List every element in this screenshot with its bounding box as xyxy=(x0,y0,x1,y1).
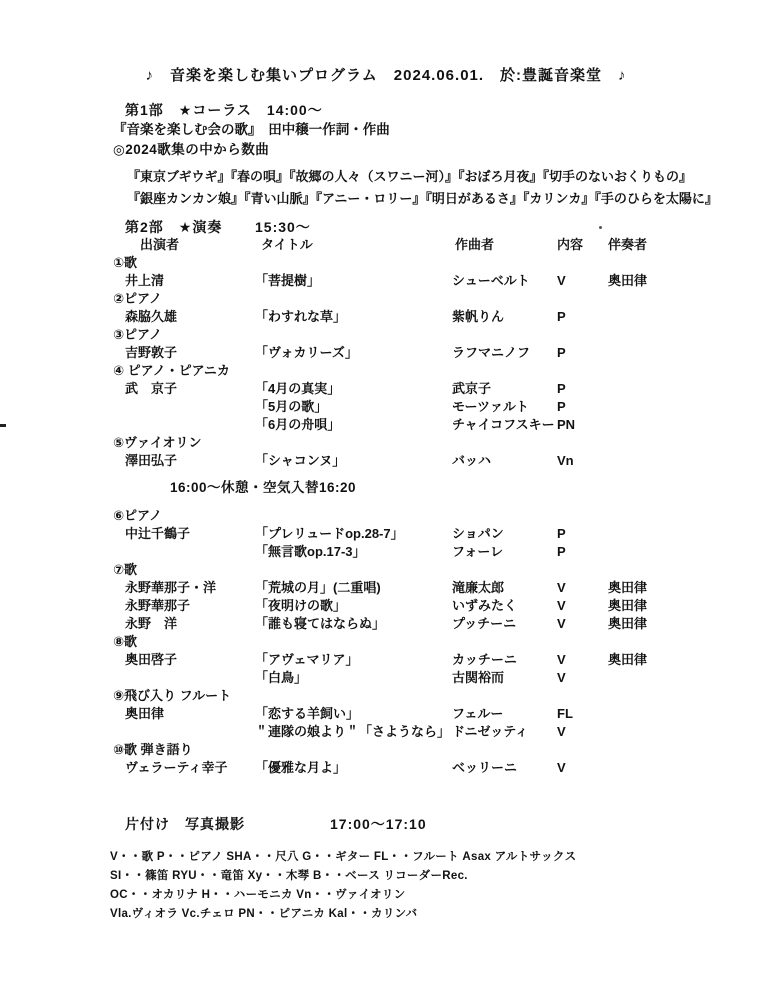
row-performer: 永野 洋 xyxy=(125,616,178,631)
row-composer: フェルー xyxy=(452,706,504,721)
row-content: V xyxy=(557,616,566,631)
row-performer: 森脇久雄 xyxy=(125,309,178,324)
program-row xyxy=(113,452,764,470)
row-content: V xyxy=(557,273,566,288)
program-row xyxy=(113,272,764,290)
row-performer: 井上清 xyxy=(125,273,165,288)
program-group-label: ①歌 xyxy=(113,255,138,270)
row-accompanist xyxy=(608,398,764,416)
row-accompanist xyxy=(608,452,764,470)
row-content: P xyxy=(557,381,566,396)
row-composer: 紫帆りん xyxy=(452,309,505,324)
row-performer: ヴェラーティ幸子 xyxy=(125,760,228,775)
cleanup-time: 17:00～17:10 xyxy=(330,816,427,832)
row-title: 「菩提樹」 xyxy=(255,273,321,288)
row-title: 「恋する羊飼い」 xyxy=(255,706,360,721)
row-accompanist: 奥田律 xyxy=(608,652,648,667)
cleanup-line xyxy=(125,814,427,834)
program-column-headers xyxy=(113,236,764,254)
row-performer: 永野華那子・洋 xyxy=(125,580,217,595)
program-row xyxy=(113,416,764,434)
row-content: V xyxy=(557,760,566,775)
row-accompanist xyxy=(608,759,764,777)
row-composer: チャイコフスキー xyxy=(452,417,555,432)
row-title: ＂連隊の娘より＂「さようなら」 xyxy=(255,724,451,739)
legend-line-1: V・・歌 P・・ピアノ SHA・・尺八 G・・ギター FL・・フルート Asax アルトサックス xyxy=(110,851,577,863)
abbreviation-legend xyxy=(110,848,762,924)
row-composer: ドニゼッティ xyxy=(452,724,529,739)
row-accompanist xyxy=(608,525,764,543)
program-row xyxy=(113,759,764,777)
column-header-composer: 作曲者 xyxy=(455,237,495,252)
legend-line-3: OC・・オカリナ H・・ハーモニカ Vn・・ヴァイオリン xyxy=(110,889,406,901)
chorus-songs-line-2: 『銀座カンカン娘』『青い山脈』『アニー・ロリー』『明日があるさ』『カリンカ』『手のひらを太陽に』 xyxy=(127,191,718,206)
row-content: P xyxy=(557,345,566,360)
program-group-label: ④ ピアノ・ピアニカ xyxy=(113,363,230,378)
row-accompanist: 奥田律 xyxy=(608,273,648,288)
row-composer: ベッリーニ xyxy=(452,760,518,775)
program-rows xyxy=(113,254,764,777)
program-group-label: ⑥ピアノ xyxy=(113,508,162,523)
row-accompanist xyxy=(608,705,764,723)
program-row xyxy=(113,344,764,362)
row-title: 「誰も寝てはならぬ」 xyxy=(255,616,386,631)
part1-note: ◎2024歌集の中から数曲 xyxy=(113,142,270,157)
row-accompanist xyxy=(608,669,764,687)
program-row xyxy=(113,597,764,615)
row-content: V xyxy=(557,598,566,613)
program-row xyxy=(113,669,764,687)
part2-section xyxy=(113,218,764,777)
column-header-performer: 出演者 xyxy=(140,237,180,252)
row-performer: 武 京子 xyxy=(125,381,178,396)
legend-line-4: Vla.ヴィオラ Vc.チェロ PN・・ピアニカ Kal・・カリンバ xyxy=(110,908,418,920)
row-performer: 永野華那子 xyxy=(125,598,191,613)
row-performer xyxy=(113,416,255,434)
program-row xyxy=(113,615,764,633)
row-accompanist xyxy=(608,380,764,398)
row-content: V xyxy=(557,580,566,595)
intermission-line: 16:00～休憩・空気入替16:20 xyxy=(170,480,357,495)
program-row xyxy=(113,723,764,741)
row-accompanist xyxy=(608,416,764,434)
row-title: 「プレリュードop.28-7」 xyxy=(255,526,404,541)
row-title: 「シャコンヌ」 xyxy=(255,453,346,468)
row-composer: ラフマニノフ xyxy=(452,345,531,360)
row-title: 「4月の真実」 xyxy=(255,381,341,396)
row-title: 「夜明けの歌」 xyxy=(255,598,347,613)
row-composer: 武京子 xyxy=(452,381,492,396)
row-title: 「5月の歌」 xyxy=(255,399,328,414)
row-performer xyxy=(113,723,255,741)
scan-artifact-dash xyxy=(0,424,6,427)
row-composer: 古関裕而 xyxy=(452,670,505,685)
row-composer: ショパン xyxy=(452,526,504,541)
row-accompanist: 奥田律 xyxy=(608,580,648,595)
row-title: 「無言歌op.17-3」 xyxy=(255,544,366,559)
program-group-label: ③ピアノ xyxy=(113,327,162,342)
program-group-label: ⑩歌 弾き語り xyxy=(113,742,193,757)
part2-heading-row xyxy=(113,218,764,236)
row-title: 「6月の舟唄」 xyxy=(255,417,341,432)
row-title: 「ヴォカリーズ」 xyxy=(255,345,358,360)
row-accompanist xyxy=(608,543,764,561)
row-composer: カッチーニ xyxy=(452,652,517,667)
row-performer xyxy=(113,543,255,561)
row-accompanist: 奥田律 xyxy=(608,616,648,631)
program-row xyxy=(113,579,764,597)
part1-heading: 第1部 ★コーラス 14:00～ xyxy=(125,102,323,118)
part2-start-time: 15:30～ xyxy=(255,219,311,235)
row-composer: 滝廉太郎 xyxy=(452,580,505,595)
row-content: FL xyxy=(557,706,573,721)
row-accompanist xyxy=(608,723,764,741)
program-row xyxy=(113,308,764,326)
legend-line-2: SI・・篠笛 RYU・・竜笛 Xy・・木琴 B・・ベース リコーダーRec. xyxy=(110,870,468,882)
row-content: Vn xyxy=(557,453,574,468)
row-content: V xyxy=(557,670,566,685)
program-row xyxy=(113,651,764,669)
row-title: 「優雅な月よ」 xyxy=(255,760,347,775)
row-performer: 澤田弘子 xyxy=(125,453,178,468)
row-performer: 奥田啓子 xyxy=(125,652,178,667)
row-composer: いずみたく xyxy=(452,598,518,613)
page-title: ♪ 音楽を楽しむ集いプログラム 2024.06.01. 於:豊誕音楽堂 ♪ xyxy=(145,67,627,84)
part1-song-credit: 『音楽を楽しむ会の歌』 田中穣一作詞・作曲 xyxy=(113,122,390,137)
program-group-label: ②ピアノ xyxy=(113,291,162,306)
row-content: PN xyxy=(557,417,576,432)
row-accompanist xyxy=(608,308,764,326)
program-row xyxy=(113,543,764,561)
part2-heading: 第2部 ★演奏 xyxy=(125,219,223,235)
row-content: P xyxy=(557,544,566,559)
program-group-label: ⑤ヴァイオリン xyxy=(113,435,202,450)
row-composer: シューベルト xyxy=(452,273,530,288)
row-performer: 中辻千鶴子 xyxy=(125,526,191,541)
row-performer xyxy=(113,398,255,416)
program-group-label: ⑧歌 xyxy=(113,634,138,649)
row-title: 「アヴェマリア」 xyxy=(255,652,359,667)
cleanup-label: 片付け 写真撮影 xyxy=(125,816,245,832)
row-content: P xyxy=(557,399,566,414)
row-title: 「荒城の月」(二重唱) xyxy=(255,580,381,595)
scan-artifact-dot xyxy=(599,226,602,229)
column-header-title: タイトル xyxy=(261,237,313,252)
row-content: P xyxy=(557,526,566,541)
program-group-label: ⑦歌 xyxy=(113,562,138,577)
column-header-accompanist: 伴奏者 xyxy=(608,237,648,252)
part1-section xyxy=(113,100,762,210)
row-performer: 吉野敦子 xyxy=(125,345,178,360)
row-content: V xyxy=(557,724,566,739)
program-group-label: ⑨飛び入り フルート xyxy=(113,688,232,703)
row-title: 「白鳥」 xyxy=(255,670,308,685)
part1-chorus-song-list xyxy=(113,166,762,210)
program-row xyxy=(113,380,764,398)
program-row xyxy=(113,705,764,723)
row-accompanist xyxy=(608,344,764,362)
column-header-content: 内容 xyxy=(557,237,584,252)
row-content: P xyxy=(557,309,566,324)
row-composer: モーツァルト xyxy=(452,399,529,414)
program-row xyxy=(113,525,764,543)
row-title: 「わすれな草」 xyxy=(255,309,347,324)
row-accompanist: 奥田律 xyxy=(608,598,648,613)
row-performer xyxy=(113,669,255,687)
row-composer: プッチーニ xyxy=(452,616,517,631)
row-composer: フォーレ xyxy=(452,544,504,559)
row-content: V xyxy=(557,652,566,667)
row-composer: バッハ xyxy=(452,453,492,468)
chorus-songs-line-1: 『東京ブギウギ』『春の唄』『故郷の人々（スワニー河）』『おぼろ月夜』『切手のないおくりもの』 xyxy=(127,169,692,184)
row-performer: 奥田律 xyxy=(125,706,165,721)
program-row xyxy=(113,398,764,416)
